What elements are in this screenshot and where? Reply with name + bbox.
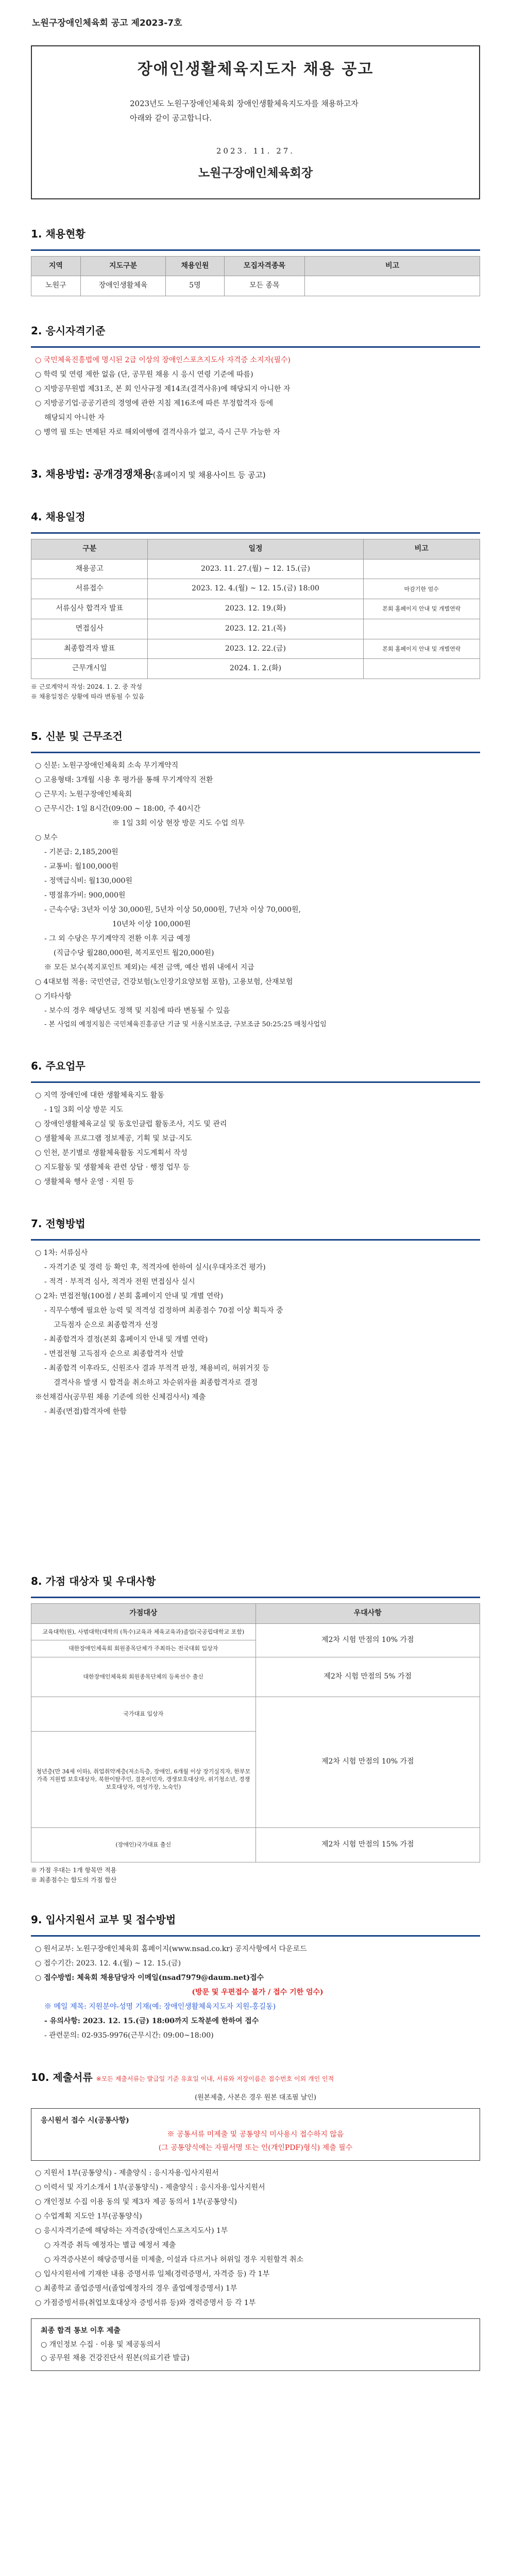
list-item: - 최종(면접)합격자에 한함	[44, 1408, 127, 1416]
list-item: 해당되지 아니한 자	[44, 414, 105, 422]
list-item: ※ 모든 보수(복지포인트 제외)는 세전 금액, 예산 범위 내에서 지급	[44, 963, 254, 972]
schedule-notes	[31, 682, 480, 702]
table-cell: 대한장애인체육회 회원종목단체가 주최하는 전국대회 입상자	[31, 1640, 256, 1657]
section-title-sub: (홈페이지 및 채용사이트 등 공고)	[152, 470, 266, 480]
section-divider	[31, 1935, 480, 1937]
section-selection	[31, 1216, 480, 1419]
table-header-cell: 비고	[305, 256, 480, 276]
box-title: 최종 합격 통보 이후 제출	[41, 2327, 121, 2335]
table-cell: 청년층(만 34세 이하), 취업취약계층(저소득층, 장애인, 6개월 이상 장기실직자, 한부모가족 지원법 보호대상자, 북한이탈주민, 결혼이민자, 갱생보호대상자, 위기청소년, 경쟁보호대상자, 여성가장, 노숙인)	[31, 1731, 256, 1827]
list-item: 고득점자 순으로 최종합격자 선정	[54, 1321, 158, 1330]
table-header-cell: 가점대상	[31, 1604, 256, 1624]
table-header-cell: 비고	[363, 539, 480, 560]
section-title	[31, 2070, 480, 2086]
list-item: ○ 최종학교 졸업증명서(졸업예정자의 경우 졸업예정증명서) 1부	[35, 2284, 237, 2293]
list-item: - 그 외 수당은 무기계약직 전환 이후 지급 예정	[44, 935, 191, 943]
table-row	[31, 1623, 480, 1640]
documents-list	[31, 2166, 480, 2310]
list-item: 10년차 이상 100,000원	[112, 920, 191, 929]
list-item: ○ 기타사항	[35, 992, 72, 1001]
table-cell: 2024. 1. 2.(화)	[148, 659, 363, 679]
table-cell: 국가대표 입상자	[31, 1697, 256, 1731]
section-title: 6. 주요업무	[31, 1060, 86, 1073]
section-title: 7. 전형방법	[31, 1217, 86, 1230]
list-item: (방문 및 우편접수 불가 / 접수 기한 엄수)	[192, 1988, 323, 1997]
list-item: 결격사유 발생 시 합격을 취소하고 차순위자를 최종합격자로 결정	[54, 1379, 258, 1387]
list-item: ○ 개인정보 수집 · 이용 및 제공동의서	[41, 2340, 161, 2349]
list-item: - 최종합격 이후라도, 신원조사 결과 부적격 판정, 채용비리, 허위거짓 등	[44, 1364, 269, 1373]
table-header-cell: 지도구분	[80, 256, 165, 276]
table-cell: 근무개시일	[31, 659, 148, 679]
documents-subnote: (원본제출, 사본은 경우 원본 대조필 날인)	[195, 2094, 316, 2102]
table-cell	[363, 559, 480, 579]
table-header-row	[31, 1604, 480, 1624]
table-cell: 본회 홈페이지 안내 및 개별연락	[363, 599, 480, 619]
recruitment-table	[31, 256, 480, 296]
table-cell: (장애인)국가대표 출신	[31, 1827, 256, 1862]
note-item: ※ 가점 우대는 1개 항목만 적용	[31, 1866, 117, 1874]
list-item: ○ 2차: 면접전형(100점 / 본회 홈페이지 안내 및 개별 연락)	[35, 1292, 224, 1301]
note-item: ※ 근로계약서 작성: 2024. 1. 2. 중 작성	[31, 683, 142, 690]
list-item: - 면접전형 고득점자 순으로 최종합격자 선발	[44, 1350, 184, 1359]
table-header-cell: 채용인원	[166, 256, 224, 276]
list-item: ○ 원서교부: 노원구장애인체육회 홈페이지(www.nsad.co.kr) 공지사항에서 다운로드	[35, 1945, 307, 1954]
list-item: ○ 가점증빙서류(취업보호대상자 증빙서류 등)와 경력증명서 등 각 1부	[35, 2299, 256, 2308]
table-row	[31, 579, 480, 599]
table-cell: 면접심사	[31, 619, 148, 639]
table-header-cell: 모집자격종목	[224, 256, 305, 276]
section-documents	[31, 2070, 480, 2371]
section-conditions	[31, 728, 480, 1031]
table-header-row	[31, 256, 480, 276]
section-title: 4. 채용일정	[31, 511, 86, 523]
section-title	[31, 466, 480, 482]
notice-date: 2023. 11. 27.	[216, 146, 295, 156]
list-item: - 교통비: 월100,000원	[44, 862, 118, 871]
section-divider	[31, 249, 480, 251]
final-docs-box	[31, 2318, 480, 2371]
table-row	[31, 276, 480, 296]
section-divider	[31, 1239, 480, 1241]
table-row	[31, 559, 480, 579]
list-item: ○ 4대보험 적용: 국민연금, 건강보험(노인장기요양보험 포함), 고용보험, 산재보험	[35, 978, 293, 987]
table-header-cell: 일정	[148, 539, 363, 560]
table-cell: 대한장애인체육회 회원종목단체의 등록선수 출신	[31, 1657, 256, 1697]
table-row	[31, 1827, 480, 1862]
note-item: ※ 최종점수는 합도의 가점 합산	[31, 1876, 117, 1884]
list-item: ○ 학력 및 연령 제한 없음 (단, 공무원 채용 시 응시 연령 기준에 따름)	[35, 370, 253, 379]
list-item: ○ 자격증사본이 해당증명서를 미제출, 이설과 다르거나 허위일 경우 지원할격 취소	[44, 2256, 304, 2264]
table-row	[31, 599, 480, 619]
list-item: - 근속수당: 3년차 이상 30,000원, 5년차 이상 50,000원, 7년차 이상 70,000원,	[44, 906, 301, 914]
box-line: ※ 공통서류 미제출 및 공통양식 미사용시 접수하지 않음	[167, 2130, 344, 2139]
section-divider	[31, 1081, 480, 1083]
title-box	[31, 45, 480, 199]
list-item: ○ 지원서 1부(공통양식) - 제출양식 : 응시자용·입사지원서	[35, 2169, 219, 2178]
table-cell: 2023. 12. 4.(월) ~ 12. 15.(금) 18:00	[148, 579, 363, 599]
section-application	[31, 1912, 480, 2043]
bonus-table	[31, 1603, 480, 1862]
list-item: ○ 지방공기업·공공기관의 경영에 관한 지침 제16조에 따른 부정합격자 등에	[35, 399, 274, 408]
table-cell: 서류심사 합격자 발표	[31, 599, 148, 619]
selection-list	[31, 1246, 480, 1419]
section-divider	[31, 532, 480, 534]
list-item: - 적격 · 부적격 심사, 적격자 전원 면접심사 실시	[44, 1278, 195, 1286]
table-cell: 제2차 시험 만점의 5% 가점	[256, 1657, 480, 1697]
table-cell: 제2차 시험 만점의 15% 가점	[256, 1827, 480, 1862]
table-header-row	[31, 539, 480, 560]
table-cell: 교육대학(원), 사범대학(대학의 (특수)교육과 체육교육과)졸업(국공립대학교 포함)	[31, 1623, 256, 1640]
list-item: ○ 지도활동 및 생활체육 관련 상담 · 행정 업무 등	[35, 1163, 190, 1172]
section-schedule	[31, 509, 480, 702]
list-item: ○ 이력서 및 자기소개서 1부(공통양식) - 제출양식 : 응시자용·입사지원서	[35, 2183, 265, 2192]
table-cell: 채용공고	[31, 559, 148, 579]
common-docs-box	[31, 2108, 480, 2161]
section-duties	[31, 1058, 480, 1189]
eligibility-list	[31, 353, 480, 439]
table-cell	[305, 276, 480, 296]
table-cell: 5명	[166, 276, 224, 296]
table-row	[31, 1697, 480, 1731]
duties-list	[31, 1088, 480, 1189]
section-title: 5. 신분 및 근무조건	[31, 730, 123, 743]
list-item: ○ 근무지: 노원구장애인체육회	[35, 790, 132, 799]
list-item: - 최종합격자 결정(본회 홈페이지 안내 및 개별 연락)	[44, 1335, 208, 1344]
list-item: ○ 고용형태: 3개월 시용 후 평가를 통해 무기계약직 전환	[35, 776, 213, 785]
list-item: - 유의사항: 2023. 12. 15.(금) 18:00까지 도착분에 한하여 접수	[44, 2017, 259, 2026]
section-recruitment-status	[31, 226, 480, 296]
table-cell: 마감기한 엄수	[363, 579, 480, 599]
list-item: ※ 1일 3회 이상 현장 방문 지도 수업 의무	[112, 819, 245, 828]
table-cell: 제2차 시험 만점의 10% 가점	[256, 1623, 480, 1657]
notice-number: 노원구장애인체육회 공고 제2023-7호	[32, 18, 182, 28]
conditions-list	[31, 758, 480, 1031]
list-item: ○ 인천, 분기별로 생활체육활동 지도계획서 작성	[35, 1149, 188, 1158]
table-cell: 서류접수	[31, 579, 148, 599]
section-title: 8. 가점 대상자 및 우대사항	[31, 1575, 156, 1588]
table-header-cell: 우대사항	[256, 1604, 480, 1624]
table-row	[31, 1657, 480, 1697]
note-item: ※ 채용일정은 상황에 따라 변동될 수 있음	[31, 693, 145, 701]
list-item: ○ 수업계획 지도안 1부(공통양식)	[35, 2212, 142, 2221]
list-item: ○ 병역 필 또는 면제된 자로 해외여행에 결격사유가 없고, 즉시 근무 가능한 자	[35, 428, 280, 437]
section-eligibility	[31, 323, 480, 439]
table-row	[31, 639, 480, 659]
table-cell: 제2차 시험 만점의 10% 가점	[256, 1697, 480, 1827]
table-header-cell: 지역	[31, 256, 81, 276]
list-item: ○ 생활체육 프로그램 정보제공, 기획 및 보급·지도	[35, 1134, 192, 1143]
box-line: (그 공통양식에는 자필서명 또는 인(개인PDF)형식) 제출 필수	[158, 2144, 353, 2153]
table-cell: 모든 종목	[224, 276, 305, 296]
section-bonus	[31, 1573, 480, 1885]
table-header-cell: 구분	[31, 539, 148, 560]
table-cell: 2023. 12. 19.(화)	[148, 599, 363, 619]
table-cell: 2023. 12. 21.(목)	[148, 619, 363, 639]
list-item: - 관련문의: 02-935-9976(근무시간: 09:00~18:00)	[44, 2031, 214, 2040]
table-cell	[363, 659, 480, 679]
section-title: 9. 입사지원서 교부 및 접수방법	[31, 1913, 176, 1926]
table-cell: 최종합격자 발표	[31, 639, 148, 659]
list-item: - 보수의 경우 해당년도 정책 및 지침에 따라 변동될 수 있음	[44, 1007, 230, 1015]
table-cell: 2023. 12. 22.(금)	[148, 639, 363, 659]
list-item: - 기본급: 2,185,200원	[44, 848, 118, 857]
list-item: ○ 접수기간: 2023. 12. 4.(월) ~ 12. 15.(금)	[35, 1959, 181, 1968]
table-cell	[363, 619, 480, 639]
table-row	[31, 619, 480, 639]
list-item: ※선채검사(공무원 채용 기준에 의한 신체검사서) 제출	[35, 1393, 206, 1402]
section-divider	[31, 1597, 480, 1598]
section-title-note: ※모든 제출서류는 발급일 기준 유효일 이내, 서류와 저장이름은 접수번호 이외 개인 인적	[96, 2075, 334, 2083]
section-divider	[31, 346, 480, 348]
section-title-text: 3. 채용방법: 공개경쟁채용	[31, 468, 153, 481]
table-row	[31, 659, 480, 679]
list-item: ○ 응시자격기준에 해당하는 자격증(장애인스포츠지도사) 1부	[35, 2227, 228, 2235]
list-item: - 본 사업의 예정지침은 국민체육진흥공단 기금 및 서울시보조금, 구보조금 50:25:25 매칭사업임	[44, 1021, 327, 1029]
schedule-table	[31, 539, 480, 679]
section-title-text: 10. 제출서류	[31, 2071, 93, 2084]
list-item: ○ 신분: 노원구장애인체육회 소속 무기계약직	[35, 761, 179, 770]
list-item: ○ 입사지원서에 기재한 내용 증명서류 일체(경력증명서, 자격증 등) 각 1부	[35, 2270, 270, 2279]
list-item: ○ 지역 장애인에 대한 생활체육지도 활동	[35, 1091, 164, 1100]
intro-text: 2023년도 노원구장애인체육회 장애인생활체육지도자를 채용하고자 아래와 같이 공고합니다.	[130, 98, 359, 123]
section-title: 1. 채용현황	[31, 227, 86, 240]
list-item: ○ 개인정보 수집 이용 동의 및 제3자 제공 동의서 1부(공통양식)	[35, 2198, 237, 2207]
list-item: ○ 생활체육 행사 운영 · 지원 등	[35, 1178, 134, 1187]
section-divider	[31, 752, 480, 753]
list-item: - 1일 3회 이상 방문 지도	[44, 1106, 123, 1114]
bonus-notes	[31, 1866, 480, 1885]
page-title: 장애인생활체육지도자 채용 공고	[137, 60, 374, 79]
box-title: 응시원서 접수 시(공통사항)	[41, 2116, 129, 2125]
table-cell: 본회 홈페이지 안내 및 개별연락	[363, 639, 480, 659]
list-item: - 명절휴가비: 900,000원	[44, 891, 126, 900]
application-list	[31, 1942, 480, 2043]
section-method	[31, 466, 480, 482]
list-item: - 자격기준 및 경력 등 확인 후, 적격자에 한하여 실시(우대자조건 평가)	[44, 1263, 266, 1272]
table-cell: 장애인생활체육	[80, 276, 165, 296]
list-item: ○ 보수	[35, 834, 58, 842]
list-item: ○ 1차: 서류심사	[35, 1249, 88, 1258]
table-cell: 2023. 11. 27.(월) ~ 12. 15.(금)	[148, 559, 363, 579]
list-item: ○ 근무시간: 1일 8시간(09:00 ~ 18:00, 주 40시간	[35, 805, 201, 814]
table-cell: 노원구	[31, 276, 81, 296]
list-item: - 직무수행에 필요한 능력 및 적격성 검정하며 최종점수 70점 이상 획득자 중	[44, 1307, 283, 1315]
list-item: (직급수당 월280,000원, 복지포인트 월20,000원)	[54, 949, 214, 958]
list-item: ○ 접수방법: 체육회 채용담당자 이메일(nsad7979@daum.net)접수	[35, 1974, 264, 1982]
list-item: ○ 공무원 채용 건강진단서 원본(의료기관 발급)	[41, 2354, 190, 2363]
list-item: ○ 자격증 취득 예정자는 별급 예정서 제출	[44, 2241, 176, 2250]
list-item: ○ 지방공무원법 제31조, 본 회 인사규정 제14조(결격사유)에 해당되지 아니한 자	[35, 385, 291, 394]
list-item: ※ 메일 제목: 지원분야-성명 기재(예: 장애인생활체육지도자 지원-홍길동)	[44, 2003, 276, 2011]
list-item: ○ 국민체육진흥법에 명시된 2급 이상의 장애인스포츠지도사 자격증 소지자(필수)	[35, 356, 291, 365]
list-item: - 정액급식비: 월130,000원	[44, 877, 132, 886]
section-title: 2. 응시자격기준	[31, 325, 106, 337]
list-item: ○ 장애인생활체육교실 및 동호인클럽 활동조사, 지도 및 관리	[35, 1120, 227, 1129]
organization-name: 노원구장애인체육회장	[198, 166, 313, 180]
